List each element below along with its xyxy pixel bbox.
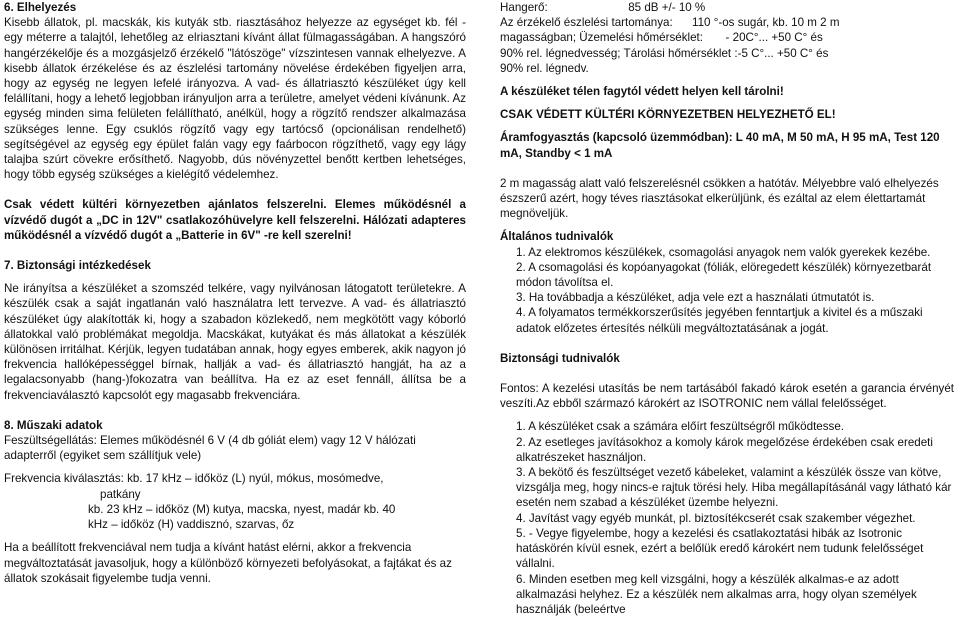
section-8-title: 8. Műszaki adatok: [4, 418, 103, 432]
list-item: 1. Az elektromos készülékek, csomagolási anyagok nem valók gyerekek kezébe.: [516, 245, 931, 259]
list-item: 3. A bekötő és feszültséget vezető kábeleket, valamint a készülék össze van kötve, vizsgálja meg, hogy nincs-e rajtuk törési hely. Hiba megállapításánál vagy látható kár esetén nem szabad a készüléket üzembe helyezni.: [516, 466, 952, 510]
spec-range: Az érzékelő észlelési tartománya: 110 °-os sugár, kb. 10 m 2 m: [500, 16, 840, 30]
list-item: 5. - Vegye figyelembe, hogy a kezelési és csatlakoztatási hibák az Isotronic hatáskörén kívül esnek, ezért a belőlük eredő károkért nem tudunk felelősséget vállalni.: [516, 526, 924, 571]
frequency-spec-line4: kHz – időköz (H) vaddisznó, szarvas, őz: [88, 518, 295, 532]
list-item: 2. A csomagolási és kopóanyagokat (fóliák, elöregedett készülék) környezetbarát módon távolítsa el.: [516, 260, 932, 290]
general-info-title: Általános tudnivalók: [500, 230, 614, 244]
section-7-title: 7. Biztonsági intézkedések: [4, 259, 151, 273]
safety-info-title: Biztonsági tudnivalók: [500, 351, 620, 365]
section-6-paragraph: Kisebb állatok, pl. macskák, kis kutyák stb. riasztásához helyezze az egységet kb. fél - egy méterre a talajtól, lehetőleg az elriasztani kívánt állat fülmagasságában. A hangszóró hangérzékelője és a mozgásjelző érzékelő "látószöge" vízszintesen vannak elhelyezve. A kisebb állatok érzékelése és az észlelési tartomány növelése érdekében figyeljen arra, hogy az egység ne legyen lefelé irányozva. A vad- és állatriasztó készüléket úgy kell felállítani, hogy a lehető legjobban irányuljon arra a területre, amelyet védeni kívánunk. Az egység minden sima felületen felállítható, anélkül, hogy a rögzítő rendszer alkalmazása szükséges lenne. Egy csuklós rögzítő vagy egy tartócső (opcionálisan rendelhető) segítségével az egység egy épület falán vagy egy faárbocon rögzíthető, vagy egy lágy talajba szúrt cövekre erősíthető. Nagyobb, dús növényzettel benőtt kertben lehetséges, hogy több egység szükséges a kielégítő védelemhez.: [4, 16, 466, 182]
frequency-spec-line2: patkány: [100, 487, 141, 501]
frequency-spec: Frekvencia kiválasztás: kb. 17 kHz – időköz (L) nyúl, mókus, mosómedve,: [4, 472, 384, 486]
list-item: 1. A készüléket csak a számára előírt feszültségről működtesse.: [516, 420, 844, 434]
height-note: 2 m magasság alatt való felszerelésnél csökken a hatótáv. Mélyebbre való elhelyezés észszerű azért, hogy téves riasztásokat elkerüljünk, és ezáltal az elem élettartamát megnöveljük.: [500, 176, 939, 221]
safety-info-list: [500, 419, 954, 617]
frequency-note: Ha a beállított frekvenciával nem tudja a kívánt hatást elérni, akkor a frekvencia megváltoztatását javasoljuk, hogy a különböző környezeti befolyásokat, a fajtákat és az állatok szokásait figyelembe tudja venni.: [4, 541, 452, 585]
right-column: [500, 0, 954, 617]
spec-volume: Hangerő: 85 dB +/- 10 %: [500, 1, 706, 14]
list-item: 4. Javítást vagy egyéb munkát, pl. biztosítékcserét csak szakember végezhet.: [516, 511, 916, 525]
list-item: 3. Ha továbbadja a készüléket, adja vele ezt a használati útmutatót is.: [516, 291, 875, 305]
outdoor-warning: CSAK VÉDETT KÜLTÉRI KÖRNYEZETBEN HELYEZHETŐ EL!: [500, 108, 836, 122]
list-item: 6. Minden esetben meg kell vizsgálni, hogy a készülék alkalmas-e az adott alkalmazási helyhez. Ez a készülék nem alkalmas arra, hogy olyan személyek használják (beleértve: [516, 572, 917, 616]
frequency-spec-line3: kb. 23 kHz – időköz (M) kutya, macska, nyest, madár kb. 40: [88, 502, 396, 516]
power-consumption: Áramfogyasztás (kapcsoló üzemmódban): L 40 mA, M 50 mA, H 95 mA, Test 120 mA, Standby < 1 mA: [500, 131, 940, 160]
supply-spec: Feszültségellátás: Elemes működésnél 6 V (4 db góliát elem) vagy 12 V hálózati adapterről (egyiket sem szállítjuk vele): [4, 434, 416, 463]
list-item: 2. Az esetleges javításokhoz a komoly károk megelőzése érdekében csak eredeti alkatrészeket használjon.: [516, 435, 933, 464]
section-6-warning: Csak védett kültéri környezetben ajánlatos felszerelni. Elemes működésnél a vízvédő dugót a „DC in 12V" csatlakozóhüvelyre kell felszerelni. Hálózati adapteres működésnél a vízvédő dugót a „Batterie in 6V" -re kell szerelni!: [4, 198, 466, 242]
spec-humidity: 90% rel. légnedv.: [500, 61, 589, 75]
section-7-paragraph: Ne irányítsa a készüléket a szomszéd telkére, vagy nyilvánosan látogatott területekre. A készülék csak a saját ingatlanán való használatra lett tervezve. A vad- és állatriasztó készüléket úgy alakították ki, hogy a szabadon közlekedő, nem megkötött vagy kóborló állatokkal való problémákat megoldja. Macskákat, kutyákat és más állatokat a készülék különösen irritálhat. Kérjük, legyen tudatában annak, hogy egyes emberek, akik nagyon jó frekvencia hallóképességgel bírnak, hallják a vad- és állatriasztó hangját, ha az a legalacsonyabb (hang-)fokozatra van beállítva. Ha ez az eset fennáll, állítsa be a frekvenciaválasztó kapcsolót egy magasabb frekvenciára.: [4, 282, 466, 402]
spec-operating-temp: magasságban; Üzemelési hőmérséklet: - 20C°... +50 C° és: [500, 31, 823, 45]
winter-storage-note: A készüléket télen fagytól védett helyen kell tárolni!: [500, 85, 784, 99]
spec-storage-temp: 90% rel. légnedvesség; Tárolási hőmérséklet :-5 C°... +50 C° és: [500, 46, 829, 60]
important-note: Fontos: A kezelési utasítás be nem tartásából fakadó károk esetén a garancia érvényét veszíti.Az ebből származó károkért az ISOTRONIC nem vállal felelősséget.: [500, 382, 954, 411]
list-item: 4. A folyamatos termékkorszerűsítés jegyében fenntartjuk a kivitel és a műszaki adatok előzetes értesítés nélküli megváltoztatásának a jogát.: [516, 306, 923, 335]
general-info-list: [500, 245, 954, 336]
section-6-title: 6. Elhelyezés: [4, 1, 77, 14]
left-column: [4, 0, 466, 586]
